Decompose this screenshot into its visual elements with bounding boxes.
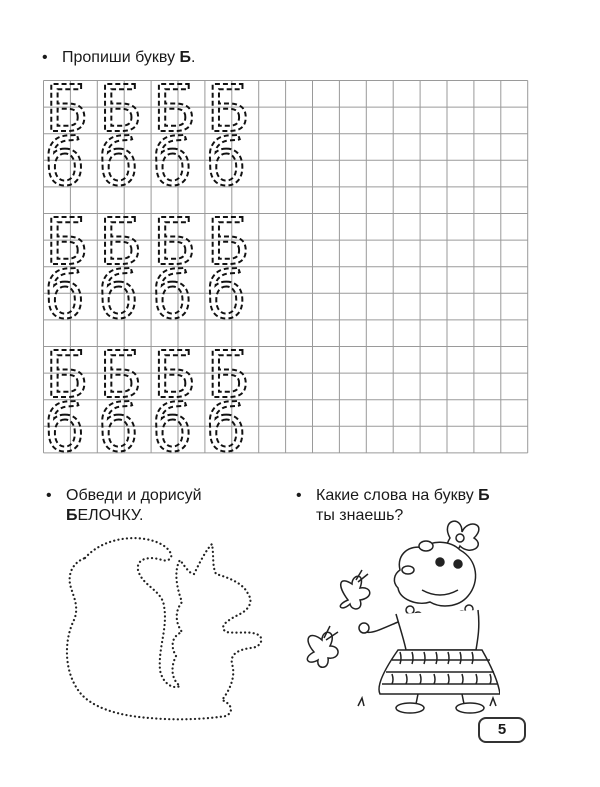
task-1-letter: Б [179,49,192,66]
tracing-letter-upper[interactable]: Б [152,339,197,414]
tracing-letter-upper[interactable]: Б [45,80,89,148]
tracing-letter-upper[interactable]: Б [206,339,251,414]
tracing-letter-lower[interactable]: б [152,126,193,201]
task-1-instruction [42,48,196,68]
bullet: • [296,487,302,504]
squirrel-outline-icon[interactable] [50,530,280,730]
task-1-text: Пропиши букву [62,49,180,66]
bullet: • [46,487,52,504]
task-3-line-1 [316,486,490,506]
tracing-letter-lower[interactable]: б [206,392,246,455]
tracing-letter-upper[interactable]: Б [98,339,143,414]
tracing-letter-upper[interactable]: Б [98,80,143,148]
tracing-letter-upper[interactable]: Б [152,206,197,281]
task-2-bold-letter: Б [66,507,78,524]
tracing-letter-upper[interactable]: Б [45,339,89,414]
task-3-text: Какие слова на букву [316,487,479,504]
tracing-letter-lower[interactable]: б [45,259,85,334]
tracing-letter-lower[interactable]: б [98,392,139,455]
tracing-letters [45,80,250,455]
task-2-line-2 [66,506,202,526]
task-2-instruction [46,486,202,526]
butterfly-icon [340,570,369,609]
tracing-letter-upper[interactable]: Б [206,80,251,148]
tracing-letter-upper[interactable]: Б [206,206,251,281]
tracing-letter-lower[interactable]: б [152,392,193,455]
task-3-line-2: ты знаешь? [316,507,404,524]
task-2-line-1: Обведи и дорисуй [66,487,202,504]
tracing-letter-upper[interactable]: Б [45,206,89,281]
hippo-girl-illustration-icon [300,510,500,715]
butterfly-icon [307,626,338,667]
task-1-end: . [191,49,196,66]
tracing-letter-lower[interactable]: б [152,259,193,334]
tracing-letter-lower[interactable]: б [206,259,246,334]
bullet: • [42,49,48,66]
tracing-letter-lower[interactable]: б [45,126,85,201]
tracing-letter-lower[interactable]: б [206,126,246,201]
tracing-letter-lower[interactable]: б [98,126,139,201]
tracing-letter-lower[interactable]: б [45,392,85,455]
task-3-bold-letter: Б [478,487,490,504]
tracing-grid[interactable] [43,80,530,455]
tracing-letter-upper[interactable]: Б [98,206,143,281]
page-number-badge: 5 [478,717,526,743]
task-2-word-rest: ЕЛОЧКУ. [77,507,144,524]
tracing-letter-lower[interactable]: б [98,259,139,334]
tracing-letter-upper[interactable]: Б [152,80,197,148]
